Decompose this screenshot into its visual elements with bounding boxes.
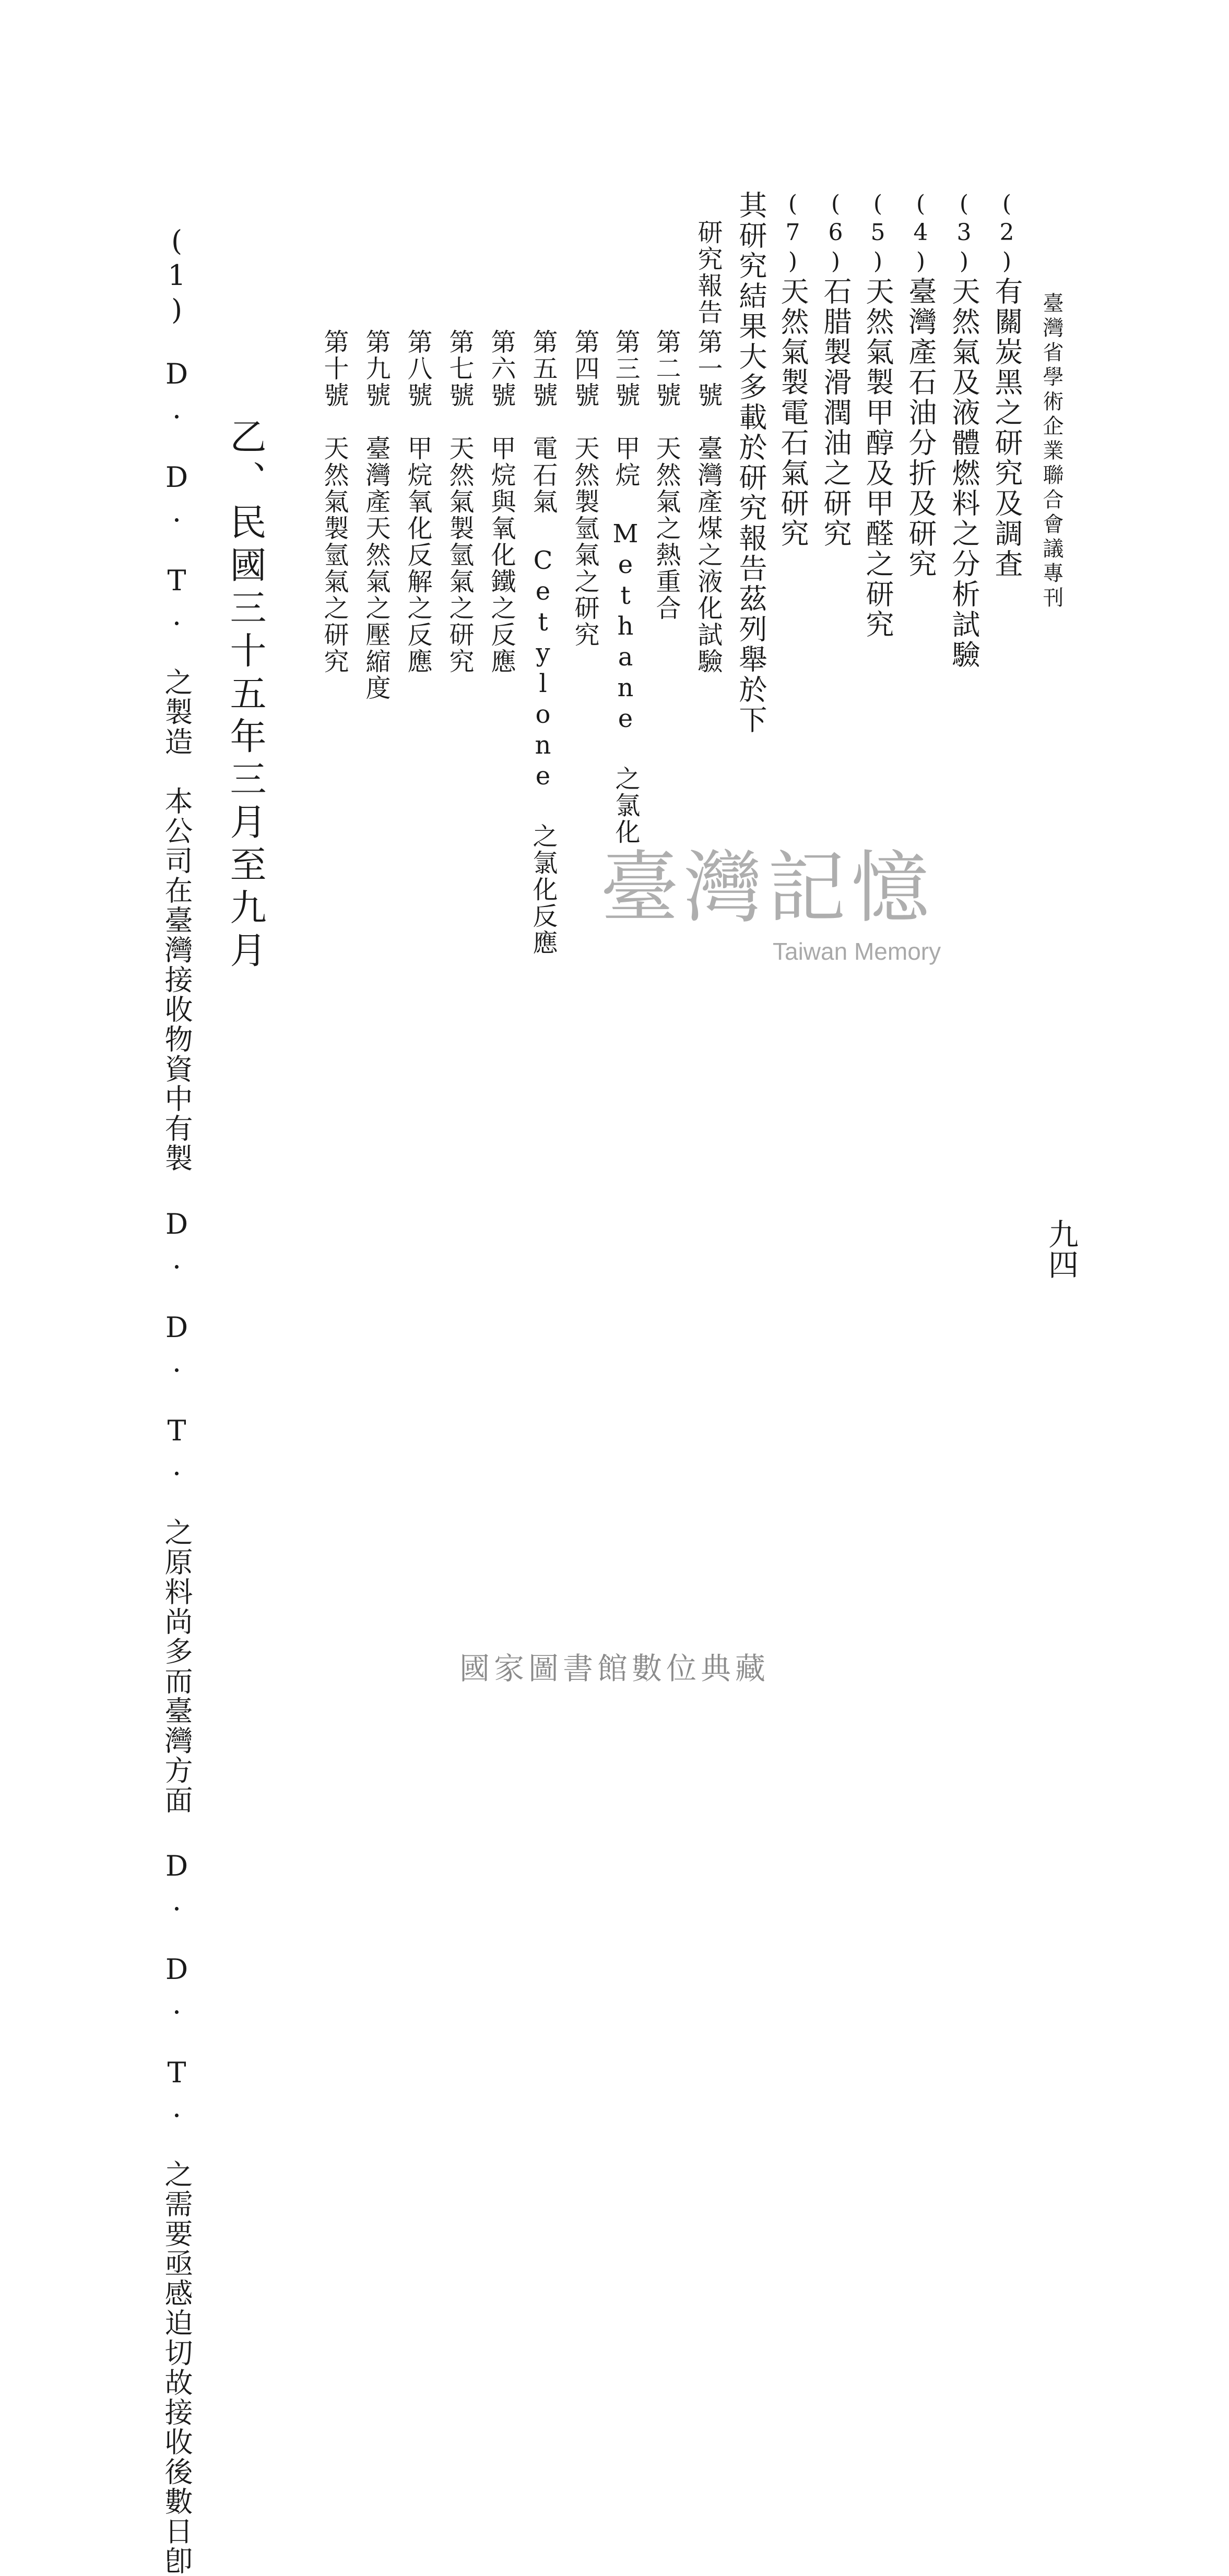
item-text: 石腊製滑潤油之研究	[819, 277, 852, 549]
report-number: 第十號	[320, 329, 349, 409]
journal-title: 臺灣省學術企業聯合會議專刊	[1039, 292, 1063, 611]
paragraph-number: (1)	[160, 224, 193, 328]
watermark	[600, 825, 941, 965]
item-text: 臺灣產石油分折及研究	[904, 277, 937, 579]
report-title: 天然氣製氫氣之研究	[320, 435, 349, 675]
item-text: 天然氣及液體燃料之分析試驗	[948, 277, 980, 670]
report-list-label: 研究報告	[693, 219, 723, 326]
item-number: (6)	[822, 190, 849, 277]
list-item	[944, 190, 984, 670]
report-title: 臺灣產煤之液化試驗	[693, 435, 723, 675]
report-number: 第五號	[528, 329, 558, 409]
list-item	[690, 329, 726, 675]
report-title: 臺灣產天然氣之壓縮度	[361, 435, 391, 701]
list-item	[442, 329, 478, 675]
report-title: 天然製氫氣之研究	[570, 435, 599, 648]
list-item	[816, 190, 856, 549]
list-item	[987, 190, 1027, 579]
item-text: 天然氣製甲醇及甲醛之研究	[861, 277, 894, 640]
item-text: 有關炭黑之研究及調査	[990, 277, 1023, 579]
report-number: 第九號	[361, 329, 391, 409]
page-number: 九四	[1043, 1219, 1079, 1279]
report-number: 第三號	[611, 329, 640, 409]
item-text: 天然氣製電石氣研究	[776, 277, 809, 549]
report-number: 第二號	[652, 329, 681, 409]
report-title: 電石氣 Cetylone 之氯化反應	[528, 435, 558, 956]
list-item	[483, 329, 519, 675]
list-item	[648, 329, 684, 622]
list-item	[773, 190, 813, 549]
report-title: 天然氣製氫氣之研究	[445, 435, 474, 675]
report-title: 天然氣之熱重合	[652, 435, 681, 622]
list-item	[567, 329, 603, 648]
list-item	[858, 190, 898, 640]
archive-footer: 國家圖書館數位典藏	[459, 1651, 770, 1686]
report-number: 第七號	[445, 329, 474, 409]
report-number: 第六號	[487, 329, 516, 409]
report-title: 甲烷 Methane 之氯化	[611, 435, 640, 845]
item-number: (4)	[907, 190, 934, 277]
intro-line: 其研究結果大多載於研究報告茲列舉於下	[735, 190, 767, 735]
list-item	[316, 329, 352, 675]
item-number: (5)	[865, 190, 891, 277]
list-item	[358, 329, 394, 701]
list-item	[400, 329, 436, 675]
list-item	[901, 190, 941, 579]
report-title: 甲烷氧化反解之反應	[403, 435, 432, 675]
list-item	[525, 329, 561, 956]
list-item	[608, 329, 644, 845]
report-number: 第四號	[570, 329, 599, 409]
watermark-english: Taiwan Memory	[773, 938, 941, 965]
report-title: 甲烷與氧化鐵之反應	[487, 435, 516, 675]
paragraph-text: D. D. T. 之製造 本公司在臺灣接收物資中有製 D. D. T. 之原料尚多而臺灣方面 D. D. T. 之需要亟感迫切故接收後數日卽	[160, 357, 193, 2576]
report-number: 第一號	[693, 329, 723, 409]
body-paragraph	[157, 224, 197, 2576]
item-number: (2)	[994, 190, 1020, 277]
item-number: (3)	[951, 190, 977, 277]
watermark-chinese: 臺灣記憶	[600, 843, 935, 934]
report-number: 第八號	[403, 329, 432, 409]
item-number: (7)	[779, 190, 806, 277]
section-heading: 乙、民國三十五年三月至九月	[224, 418, 267, 974]
